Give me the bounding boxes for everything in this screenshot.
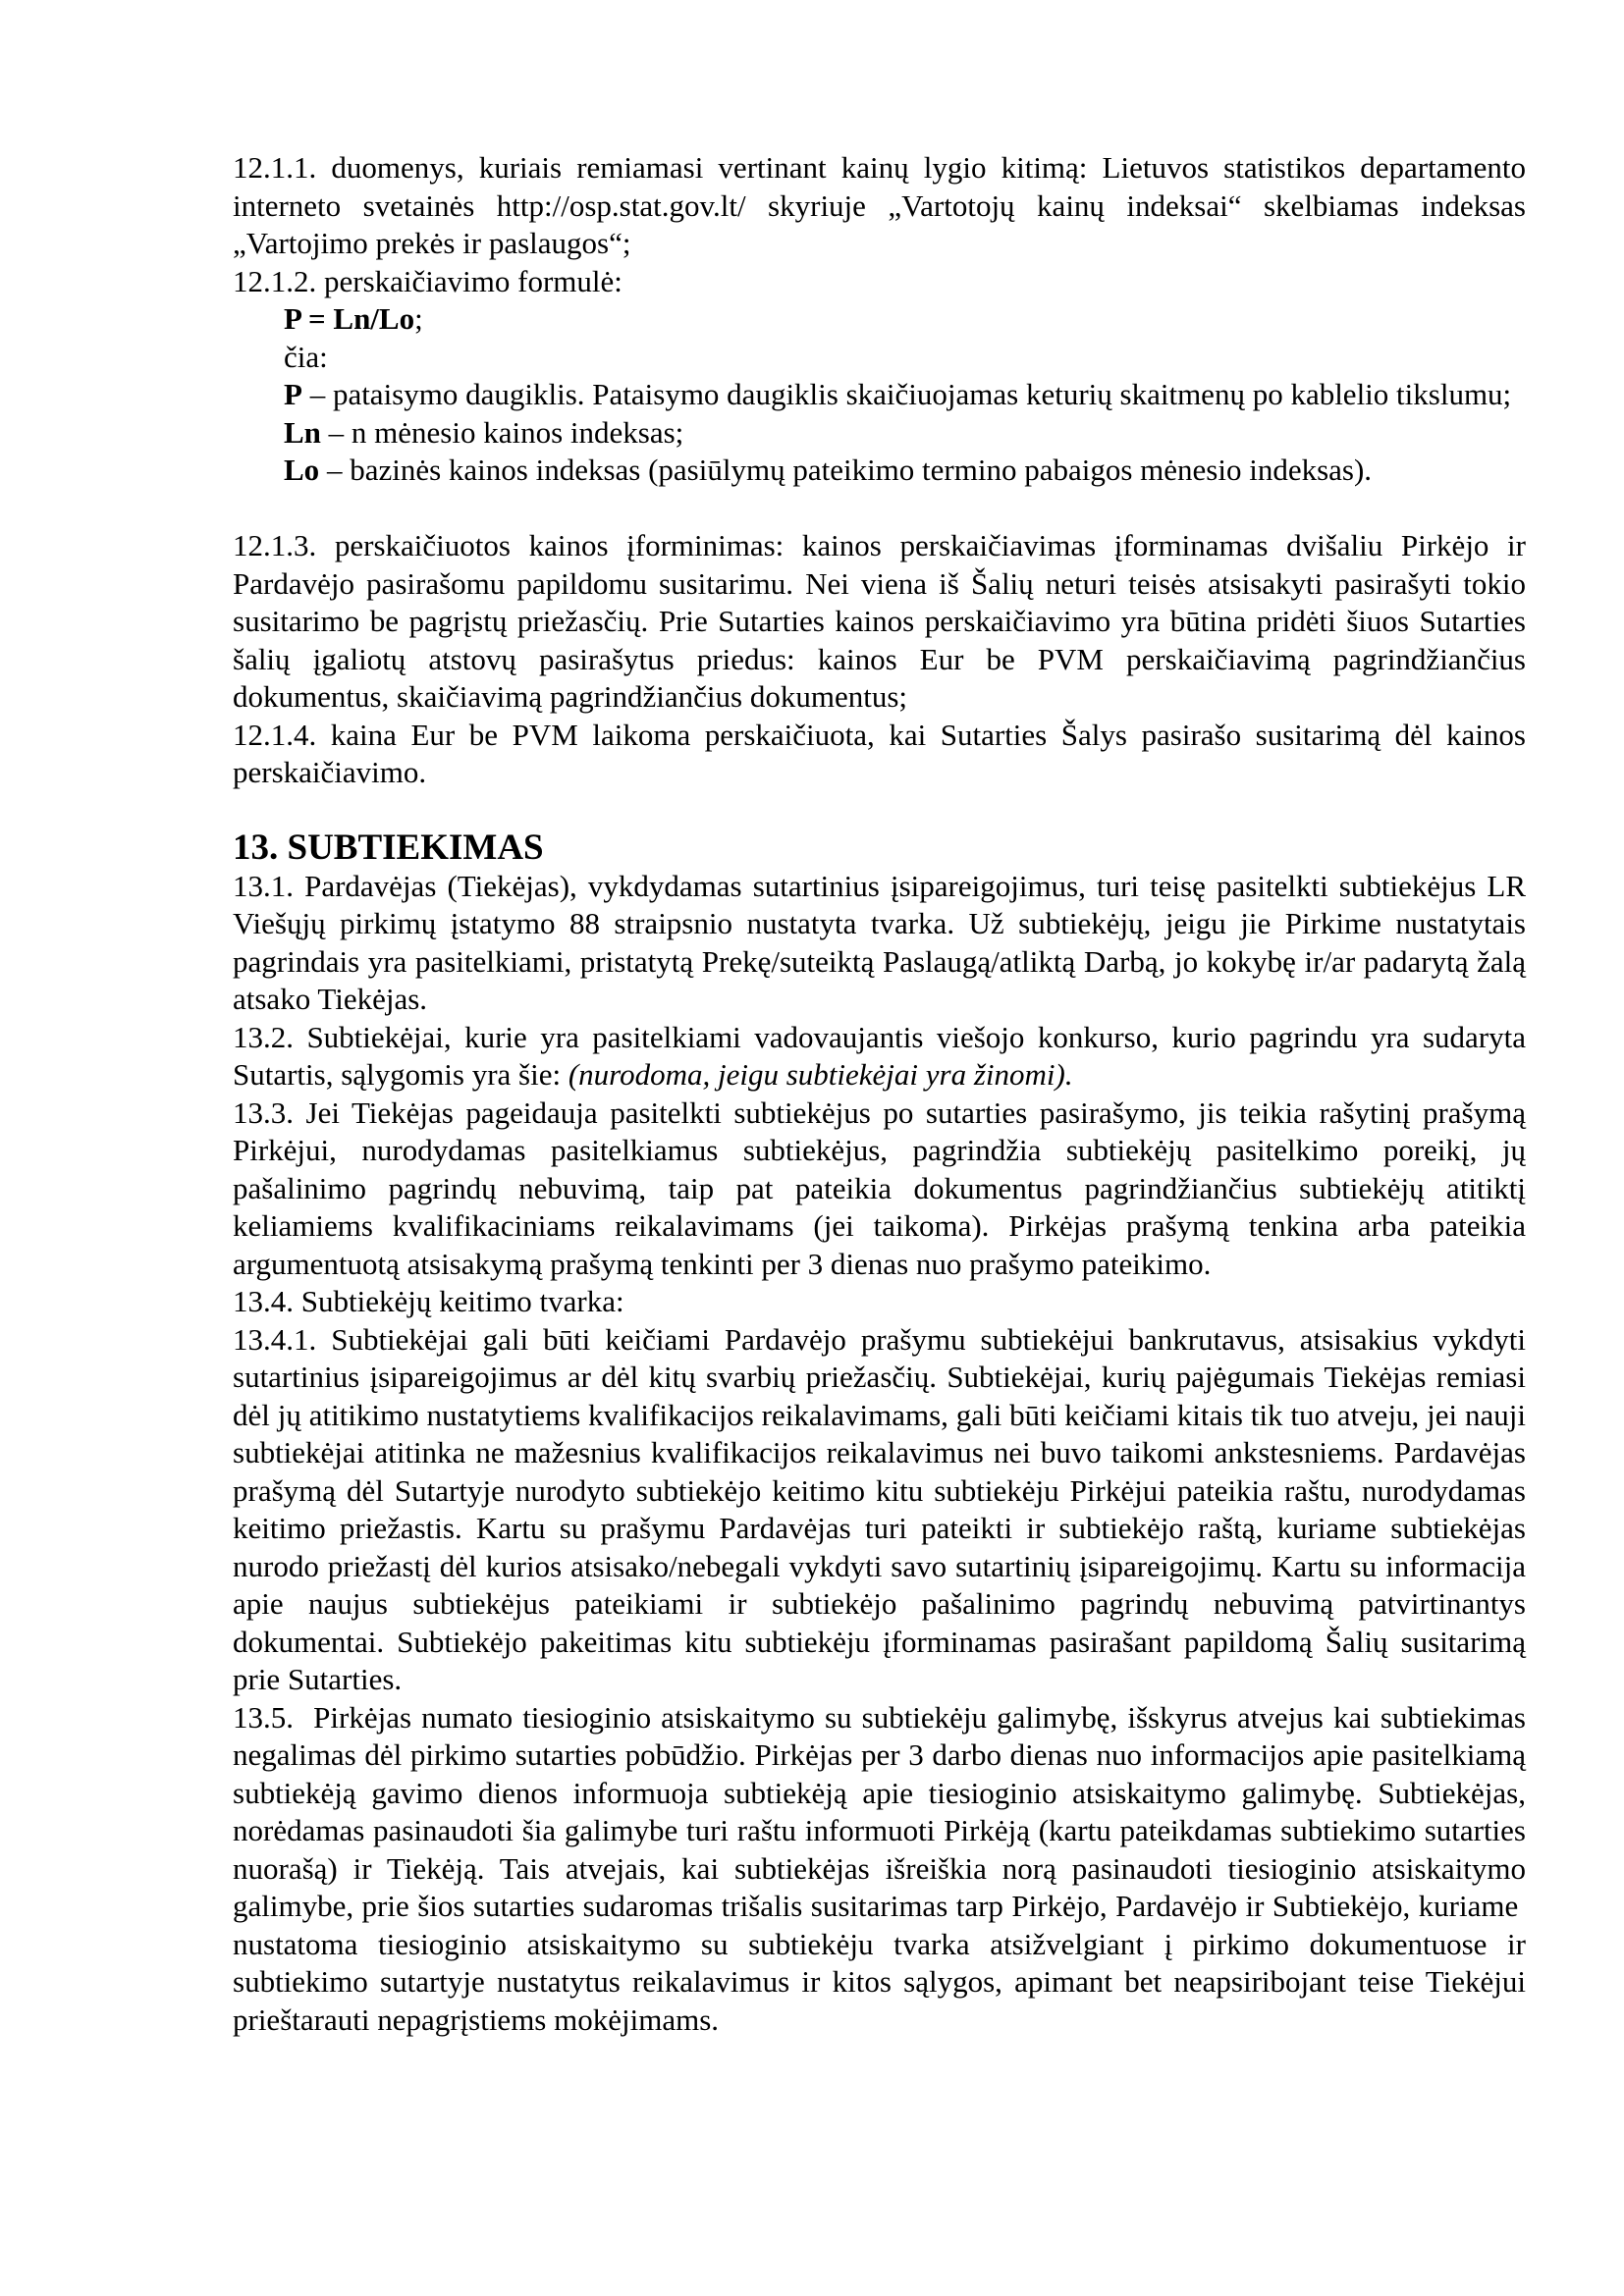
formula-intro: čia: bbox=[284, 339, 328, 374]
paragraph-12-1-2: 12.1.2. perskaičiavimo formulė: bbox=[233, 263, 623, 298]
paragraph-12-1-1: 12.1.1. duomenys, kuriais remiamasi vertinant kainų lygio kitimą: Lietuvos statistikos departamento interneto svetainės http://osp.stat.gov.lt/ skyriuje „Vartotojų kainų indeksai“ skelbiamas indeksas „Vartojimo prekės ir paslaugos“; bbox=[233, 150, 1526, 260]
definition-p-term: P bbox=[284, 377, 302, 411]
paragraph-12-1-4: 12.1.4. kaina Eur be PVM laikoma perskaičiuota, kai Sutarties Šalys pasirašo susitarimą dėl kainos perskaičiavimo. bbox=[233, 717, 1526, 789]
formula-line bbox=[284, 300, 1526, 339]
definition-ln bbox=[284, 414, 1526, 453]
paragraph-12-1-3: 12.1.3. perskaičiuotos kainos įforminimas: kainos perskaičiavimas įforminamas dvišaliu Pirkėjo ir Pardavėjo pasirašomu papildomu susitarimu. Nei viena iš Šalių neturi teisės atsisakyti pasirašyti tokio susitarimo be pagrįstų priežasčių. Prie Sutarties kainos perskaičiavimo yra būtina pridėti šiuos Sutarties šalių įgaliotų atstovų pasirašytus priedus: kainos Eur be PVM perskaičiavimą pagrindžiančius dokumentus, skaičiavimą pagrindžiančius dokumentus; bbox=[233, 528, 1526, 714]
section-heading-subtiekimas: 13. SUBTIEKIMAS bbox=[233, 828, 544, 868]
paragraph-13-4-1: 13.4.1. Subtiekėjai gali būti keičiami Pardavėjo prašymu subtiekėjui bankrutavus, atsisakius vykdyti sutartinius įsipareigojimus ar dėl kitų svarbių priežasčių. Subtiekėjai, kurių pajėgumais Tiekėjas remiasi dėl jų atitikimo nustatytiems kvalifikacijos reikalavimams, gali būti keičiami kitais tik tuo atveju, jei nauji subtiekėjai atitinka ne mažesnius kvalifikacijos reikalavimus nei buvo taikomi ankstesniems. Pardavėjas prašymą dėl Sutartyje nurodyto subtiekėjo keitimo kitu subtiekėju Pirkėjui pateikia raštu, nurodydamas keitimo priežastis. Kartu su prašymu Pardavėjas turi pateikti ir subtiekėjo raštą, kuriame subtiekėjas nurodo priežastį dėl kurios atsisako/nebegali vykdyti savo sutartinių įsipareigojimų. Kartu su informacija apie naujus subtiekėjus pateikiami ir subtiekėjo pašalinimo pagrindų nebuvimą patvirtinantys dokumentai. Subtiekėjo pakeitimas kitu subtiekėju įforminamas pasirašant papildomą Šalių susitarimą prie Sutarties. bbox=[233, 1321, 1526, 1696]
paragraph-13-5: 13.5. Pirkėjas numato tiesioginio atsiskaitymo su subtiekėju galimybę, išskyrus atvejus kai subtiekimas negalimas dėl pirkimo sutarties pobūdžio. Pirkėjas per 3 darbo dienas nuo informacijos apie pasitelkiamą subtiekėją gavimo dienos informuoja subtiekėją apie tiesioginio atsiskaitymo galimybę. Subtiekėjas, norėdamas pasinaudoti šia galimybe turi raštu informuoti Pirkėją (kartu pateikdamas subtiekimo sutarties nuorašą) ir Tiekėją. Tais atvejais, kai subtiekėjas išreiškia norą pasinaudoti tiesioginio atsiskaitymo galimybe, prie šios sutarties sudaromas trišalis susitarimas tarp Pirkėjo, Pardavėjo ir Subtiekėjo, kuriame nustatoma tiesioginio atsiskaitymo su subtiekėju tvarka atsižvelgiant į pirkimo dokumentuose ir subtiekimo sutartyje nustatytus reikalavimus ir kitos sąlygos, apimant bet neapsiribojant teise Tiekėjui prieštarauti nepagrįstiems mokėjimams. bbox=[233, 1699, 1526, 2037]
blank-line bbox=[233, 792, 1526, 830]
definition-ln-text: – n mėnesio kainos indeksas; bbox=[320, 414, 684, 450]
paragraph-13-2 bbox=[233, 1019, 1526, 1095]
definition-ln-term: Ln bbox=[284, 414, 321, 450]
formula-block bbox=[284, 300, 1526, 490]
paragraph-13-3: 13.3. Jei Tiekėjas pageidauja pasitelkti subtiekėjus po sutarties pasirašymo, jis teikia rašytinį prašymą Pirkėjui, nurodydamas pasitelkiamus subtiekėjus, pagrindžia subtiekėjų pasitelkimo poreikį, jų pašalinimo pagrindų nebuvimą, taip pat pateikia dokumentus pagrindžiančius subtiekėjų atitiktį keliamiems kvalifikaciniams reikalavimams (jei taikoma). Pirkėjas prašymą tenkina arba pateikia argumentuotą atsisakymą prašymą tenkinti per 3 dienas nuo prašymo pateikimo. bbox=[233, 1095, 1526, 1281]
paragraph-13-2-note: (nurodoma, jeigu subtiekėjai yra žinomi). bbox=[568, 1057, 1073, 1092]
document-body bbox=[233, 149, 1526, 2039]
definition-lo-text: – bazinės kainos indeksas (pasiūlymų pateikimo termino pabaigos mėnesio indeksas). bbox=[319, 453, 1373, 487]
blank-line bbox=[233, 490, 1526, 528]
formula-expression: P = Ln/Lo bbox=[284, 301, 415, 336]
definition-p bbox=[284, 376, 1526, 414]
paragraph-13-4: 13.4. Subtiekėjų keitimo tvarka: bbox=[233, 1284, 624, 1318]
definition-p-text: – pataisymo daugiklis. Pataisymo daugiklis skaičiuojamas keturių skaitmenų po kablelio tikslumu; bbox=[301, 377, 1512, 411]
paragraph-13-2-text: 13.2. Subtiekėjai, kurie yra pasitelkiami vadovaujantis viešojo konkurso, kurio pagrindu yra sudaryta Sutartis, sąlygomis yra šie: bbox=[233, 1019, 1526, 1092]
definition-lo bbox=[284, 452, 1526, 490]
paragraph-13-1: 13.1. Pardavėjas (Tiekėjas), vykdydamas sutartinius įsipareigojimus, turi teisę pasitelkti subtiekėjus LR Viešųjų pirkimų įstatymo 88 straipsnio nustatyta tvarka. Už subtiekėjų, jeigu jie Pirkime nustatytais pagrindais yra pasitelkiami, pristatytą Prekę/suteiktą Paslaugą/atliktą Darbą, jo kokybę ir/ar padarytą žalą atsako Tiekėjas. bbox=[233, 868, 1526, 1016]
formula-punctuation: ; bbox=[414, 301, 423, 336]
definition-lo-term: Lo bbox=[284, 453, 320, 487]
